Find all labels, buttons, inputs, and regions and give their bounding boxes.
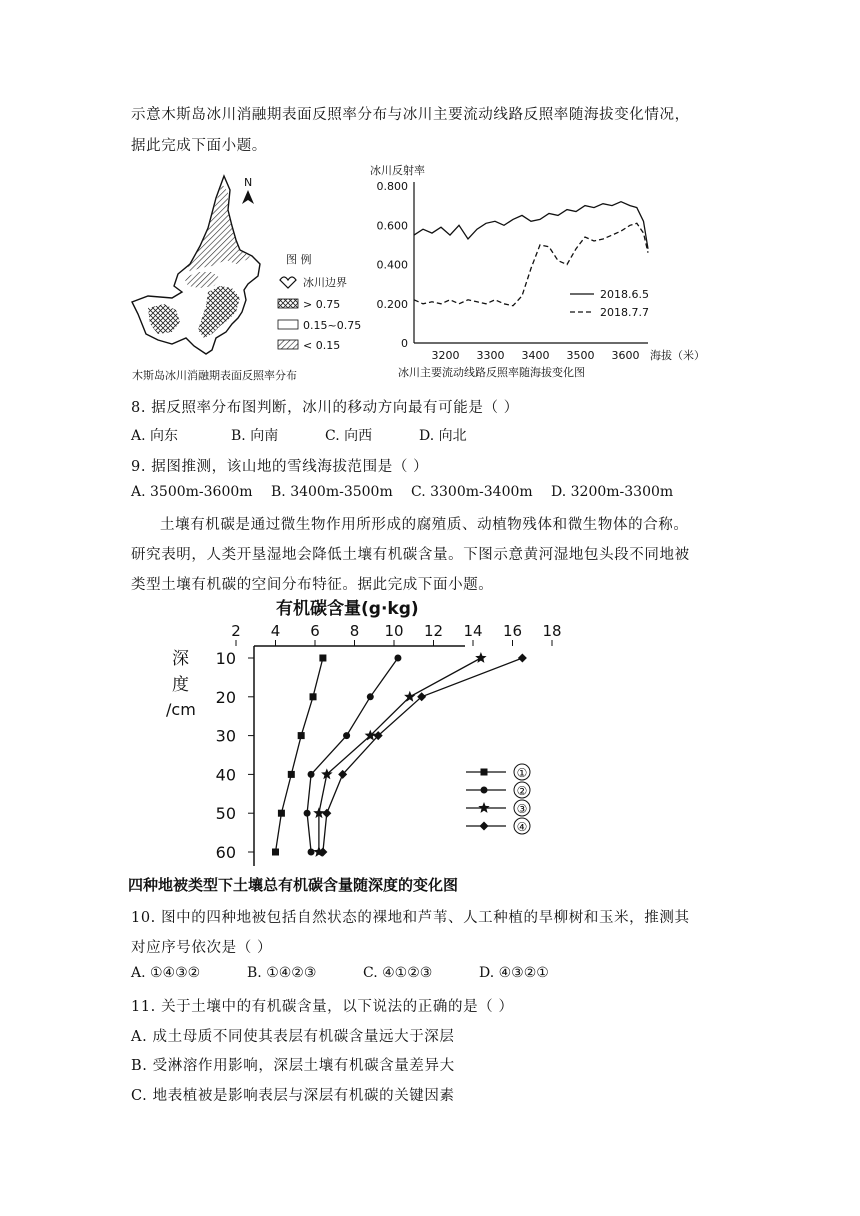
q8-stem: 8. 据反照率分布图判断，冰川的移动方向最有可能是（ ） bbox=[131, 400, 519, 416]
albedo-chart bbox=[366, 160, 706, 382]
legend-item-low: < 0.15 bbox=[303, 339, 341, 352]
q8-option-d[interactable]: D. 向北 bbox=[419, 428, 467, 444]
carbon-y-tick: 10 bbox=[215, 649, 236, 668]
albedo-x-tick: 3600 bbox=[611, 349, 640, 362]
carbon-x-tick: 4 bbox=[270, 622, 281, 640]
carbon-x-tick: 10 bbox=[384, 622, 404, 640]
carbon-series-line bbox=[319, 658, 481, 852]
carbon-title: 有机碳含量(g·kg) bbox=[276, 599, 419, 619]
carbon-legend-label: ③ bbox=[516, 802, 528, 816]
carbon-ylabel-char-2: 度 bbox=[172, 675, 189, 695]
carbon-x-tick: 6 bbox=[310, 622, 320, 640]
q8-option-b[interactable]: B. 向南 bbox=[231, 428, 279, 444]
carbon-point bbox=[308, 771, 315, 778]
carbon-legend-label: ④ bbox=[516, 820, 528, 834]
legend-swatch-mid bbox=[278, 320, 298, 329]
map-caption: 木斯岛冰川消融期表面反照率分布 bbox=[132, 369, 297, 382]
carbon-x-tick: 12 bbox=[423, 622, 444, 640]
legend-title: 图 例 bbox=[286, 253, 312, 266]
carbon-point bbox=[475, 652, 486, 663]
carbon-point bbox=[394, 655, 401, 662]
intro-line-1: 示意木斯岛冰川消融期表面反照率分布与冰川主要流动线路反照率随海拔变化情况， bbox=[131, 107, 690, 123]
q10-option-c[interactable]: C. ④①②③ bbox=[363, 965, 433, 981]
carbon-ylabel-unit: /cm bbox=[166, 700, 196, 719]
north-label: N bbox=[244, 176, 253, 189]
carbon-point bbox=[343, 732, 350, 739]
albedo-x-tick: 3200 bbox=[431, 349, 460, 362]
region-low-albedo bbox=[188, 184, 252, 272]
carbon-series-line bbox=[276, 658, 323, 852]
q8-option-a[interactable]: A. 向东 bbox=[131, 428, 179, 444]
albedo-caption: 冰川主要流动线路反照率随海拔变化图 bbox=[398, 366, 585, 379]
legend-item-high: > 0.75 bbox=[303, 298, 341, 311]
albedo-y-tick: 0.800 bbox=[376, 180, 408, 193]
carbon-legend-label: ② bbox=[516, 784, 528, 798]
albedo-x-tick: 3300 bbox=[476, 349, 505, 362]
legend-item-mid: 0.15~0.75 bbox=[303, 319, 362, 332]
albedo-x-tick: 3400 bbox=[521, 349, 550, 362]
q11-option-a[interactable]: A. 成土母质不同使其表层有机碳含量远大于深层 bbox=[131, 1029, 455, 1045]
albedo-series-line bbox=[414, 202, 648, 249]
passage2-line-2: 研究表明，人类开垦湿地会降低土壤有机碳含量。下图示意黄河湿地包头段不同地被 bbox=[131, 547, 690, 563]
carbon-legend-label: ① bbox=[516, 766, 528, 780]
albedo-y-tick: 0.200 bbox=[376, 297, 408, 311]
carbon-point bbox=[518, 654, 527, 663]
q11-option-b[interactable]: B. 受淋溶作用影响，深层土壤有机碳含量差异大 bbox=[131, 1058, 455, 1074]
carbon-caption: 四种地被类型下土壤总有机碳含量随深度的变化图 bbox=[128, 876, 459, 894]
carbon-series-line bbox=[323, 658, 523, 852]
carbon-legend-marker bbox=[481, 787, 488, 794]
q10-stem-line-2: 对应序号依次是（ ） bbox=[131, 940, 273, 956]
carbon-legend-marker bbox=[480, 822, 489, 831]
carbon-x-tick: 16 bbox=[502, 622, 523, 640]
legend-swatch-high bbox=[278, 299, 298, 308]
q10-option-d[interactable]: D. ④③②① bbox=[479, 965, 549, 981]
carbon-point bbox=[308, 849, 315, 856]
q9-option-d[interactable]: D. 3200m-3300m bbox=[551, 484, 674, 500]
carbon-point bbox=[298, 732, 305, 739]
carbon-legend-marker bbox=[478, 802, 489, 813]
q10-options bbox=[131, 965, 549, 981]
q9-stem: 9. 据图推测，该山地的雪线海拔范围是（ ） bbox=[131, 459, 429, 475]
albedo-map bbox=[128, 168, 368, 386]
albedo-x-tick: 3500 bbox=[566, 349, 595, 362]
carbon-ylabel-char-1: 深 bbox=[172, 649, 189, 669]
carbon-y-tick: 50 bbox=[215, 804, 236, 824]
carbon-legend-marker bbox=[481, 769, 488, 776]
q9-option-b[interactable]: B. 3400m-3500m bbox=[271, 484, 393, 500]
carbon-x-tick: 14 bbox=[463, 622, 483, 640]
q9-option-a[interactable]: A. 3500m-3600m bbox=[131, 484, 253, 500]
carbon-x-tick: 8 bbox=[349, 622, 360, 640]
albedo-legend-label: 2018.6.5 bbox=[600, 288, 649, 301]
carbon-chart bbox=[128, 598, 648, 898]
carbon-point bbox=[367, 693, 374, 700]
legend-item-boundary: 冰川边界 bbox=[303, 276, 347, 289]
legend-swatch-low bbox=[278, 340, 298, 349]
carbon-y-tick: 20 bbox=[215, 687, 236, 707]
q9-options bbox=[131, 484, 673, 500]
q8-option-c[interactable]: C. 向西 bbox=[325, 428, 373, 444]
carbon-y-tick: 40 bbox=[215, 765, 236, 785]
carbon-point bbox=[319, 655, 326, 662]
carbon-point bbox=[310, 693, 317, 700]
carbon-y-tick: 60 bbox=[215, 843, 236, 862]
carbon-x-tick: 18 bbox=[542, 622, 562, 640]
q9-option-c[interactable]: C. 3300m-3400m bbox=[411, 484, 533, 500]
q10-option-a[interactable]: A. ①④③② bbox=[131, 965, 201, 981]
carbon-point bbox=[272, 849, 279, 856]
albedo-legend-label: 2018.7.7 bbox=[600, 306, 649, 319]
intro-line-2: 据此完成下面小题。 bbox=[131, 138, 267, 154]
carbon-point bbox=[288, 771, 295, 778]
carbon-x-tick: 2 bbox=[231, 622, 241, 640]
carbon-point bbox=[322, 809, 331, 818]
albedo-xlabel: 海拔（米） bbox=[650, 349, 705, 362]
q10-stem-line-1: 10. 图中的四种地被包括自然状态的裸地和芦苇、人工种植的旱柳树和玉米，推测其 bbox=[131, 910, 690, 926]
north-arrow-icon bbox=[242, 190, 254, 204]
q8-options bbox=[131, 425, 467, 445]
albedo-y-tick: 0.400 bbox=[376, 258, 408, 272]
legend-boundary-icon bbox=[280, 277, 296, 288]
carbon-y-tick: 30 bbox=[215, 726, 236, 746]
albedo-y-tick: 0 bbox=[401, 337, 408, 350]
carbon-series-line bbox=[307, 658, 398, 852]
carbon-point bbox=[304, 810, 311, 817]
albedo-ylabel: 冰川反射率 bbox=[370, 164, 425, 177]
albedo-y-tick: 0.600 bbox=[376, 219, 408, 233]
passage2-line-3: 类型土壤有机碳的空间分布特征。据此完成下面小题。 bbox=[131, 577, 494, 593]
q11-option-c[interactable]: C. 地表植被是影响表层与深层有机碳的关键因素 bbox=[131, 1088, 455, 1104]
q11-stem: 11. 关于土壤中的有机碳含量，以下说法的正确的是（ ） bbox=[131, 999, 514, 1015]
q10-option-b[interactable]: B. ①④②③ bbox=[247, 965, 317, 981]
carbon-point bbox=[278, 810, 285, 817]
passage2-line-1: 土壤有机碳是通过微生物作用所形成的腐殖质、动植物残体和微生物体的合称。 bbox=[160, 517, 689, 533]
